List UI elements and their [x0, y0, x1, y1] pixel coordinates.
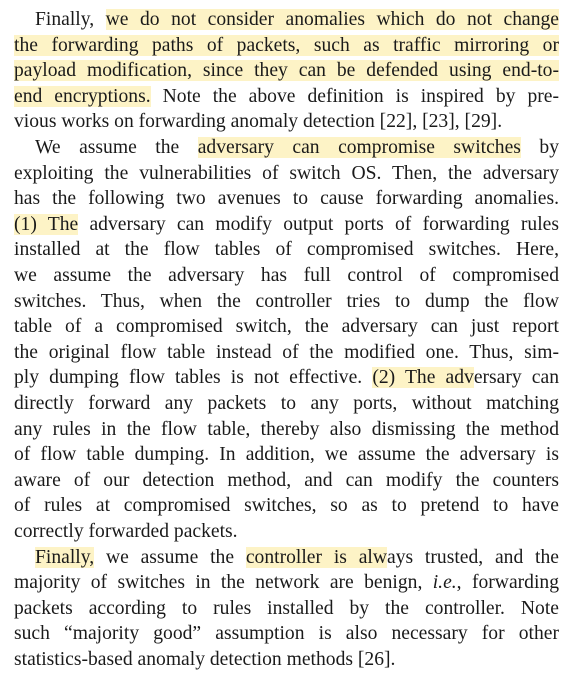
text-line — [14, 647, 559, 672]
text-line — [14, 263, 559, 288]
text-span: installed at the flow tables of compromised switches. Here, — [14, 239, 559, 261]
text-line — [14, 417, 559, 442]
text-span: majority of switches in the network are benign, — [14, 572, 433, 594]
highlighted-text: (2) The adv — [372, 367, 474, 389]
highlighted-text: payload modification, since they can be defended using end-to- — [14, 60, 559, 82]
text-line — [14, 442, 559, 467]
text-line — [14, 596, 559, 621]
text-span: of flow table dumping. In addition, we assume the adversary is — [14, 444, 559, 466]
text-line — [14, 570, 559, 595]
text-span: exploiting the vulnerabilities of switch OS. Then, the adversary — [14, 162, 559, 184]
text-line — [14, 161, 559, 186]
text-line — [14, 621, 559, 646]
text-span: the original flow table instead of the modified one. Thus, sim- — [14, 341, 559, 363]
text-line — [14, 468, 559, 493]
text-line — [14, 237, 559, 262]
text-line — [14, 314, 559, 339]
text-span: We assume the — [35, 137, 198, 158]
text-span: aware of our detection method, and can modify the counters — [14, 469, 559, 491]
text-line — [14, 493, 559, 518]
text-span: table of a compromised switch, the adversary can just report — [14, 316, 559, 338]
text-line — [35, 545, 559, 570]
text-line — [14, 289, 559, 314]
text-span: has the following two avenues to cause forwarding anomalies. — [14, 188, 559, 210]
highlighted-text: Finally, — [35, 546, 95, 568]
text-span: vious works on forwarding anomaly detection [22], [23], [29]. — [14, 111, 503, 133]
text-span: directly forward any packets to any ports, without matching — [14, 393, 559, 414]
italic-text: i.e. — [432, 572, 457, 594]
text-span: ply dumping flow tables is not effective. — [14, 367, 373, 389]
text-line — [14, 365, 559, 390]
highlighted-text: end encryptions. — [14, 85, 151, 107]
text-line — [14, 58, 559, 83]
highlighted-text: we do not consider anomalies which do not change — [105, 9, 559, 30]
text-span: we assume the adversary has full control of compromised — [14, 265, 559, 286]
text-span: , forwarding — [456, 572, 559, 594]
text-line — [14, 340, 559, 365]
text-span: of rules at compromised switches, so as to pretend to have — [14, 495, 559, 517]
text-span: ays trusted, and the — [387, 546, 559, 568]
text-span: packets according to rules installed by the controller. Note — [14, 597, 559, 619]
text-span: ersary can — [473, 367, 559, 389]
text-line — [14, 33, 559, 58]
text-span: correctly forwarded packets. — [14, 521, 238, 542]
text-span: switches. Thus, when the controller tries to dump the flow — [14, 290, 559, 312]
text-span: any rules in the flow table, thereby also dismissing the method — [14, 418, 559, 440]
text-line — [35, 7, 559, 32]
text-line — [14, 84, 559, 109]
text-span: adversary can modify output ports of forwarding rules — [78, 213, 559, 235]
text-line — [14, 186, 559, 211]
text-line — [14, 391, 559, 416]
text-span: by — [520, 137, 559, 158]
highlighted-text: the forwarding paths of packets, such as traffic mirroring or — [14, 34, 559, 56]
text-span: statistics-based anomaly detection methods [26]. — [14, 649, 396, 670]
text-span: Finally, — [35, 9, 106, 30]
text-span: such “majority good” assumption is also necessary for other — [14, 623, 559, 645]
highlighted-text: (1) The — [14, 213, 79, 235]
text-line — [35, 135, 559, 160]
text-line — [14, 109, 559, 134]
highlighted-text: adversary can compromise switches — [197, 137, 521, 158]
text-line — [14, 519, 559, 544]
text-span: we assume the — [94, 546, 246, 568]
text-span: Note the above definition is inspired by pre- — [150, 85, 559, 107]
text-line — [14, 212, 559, 237]
highlighted-text: controller is alw — [245, 546, 387, 568]
